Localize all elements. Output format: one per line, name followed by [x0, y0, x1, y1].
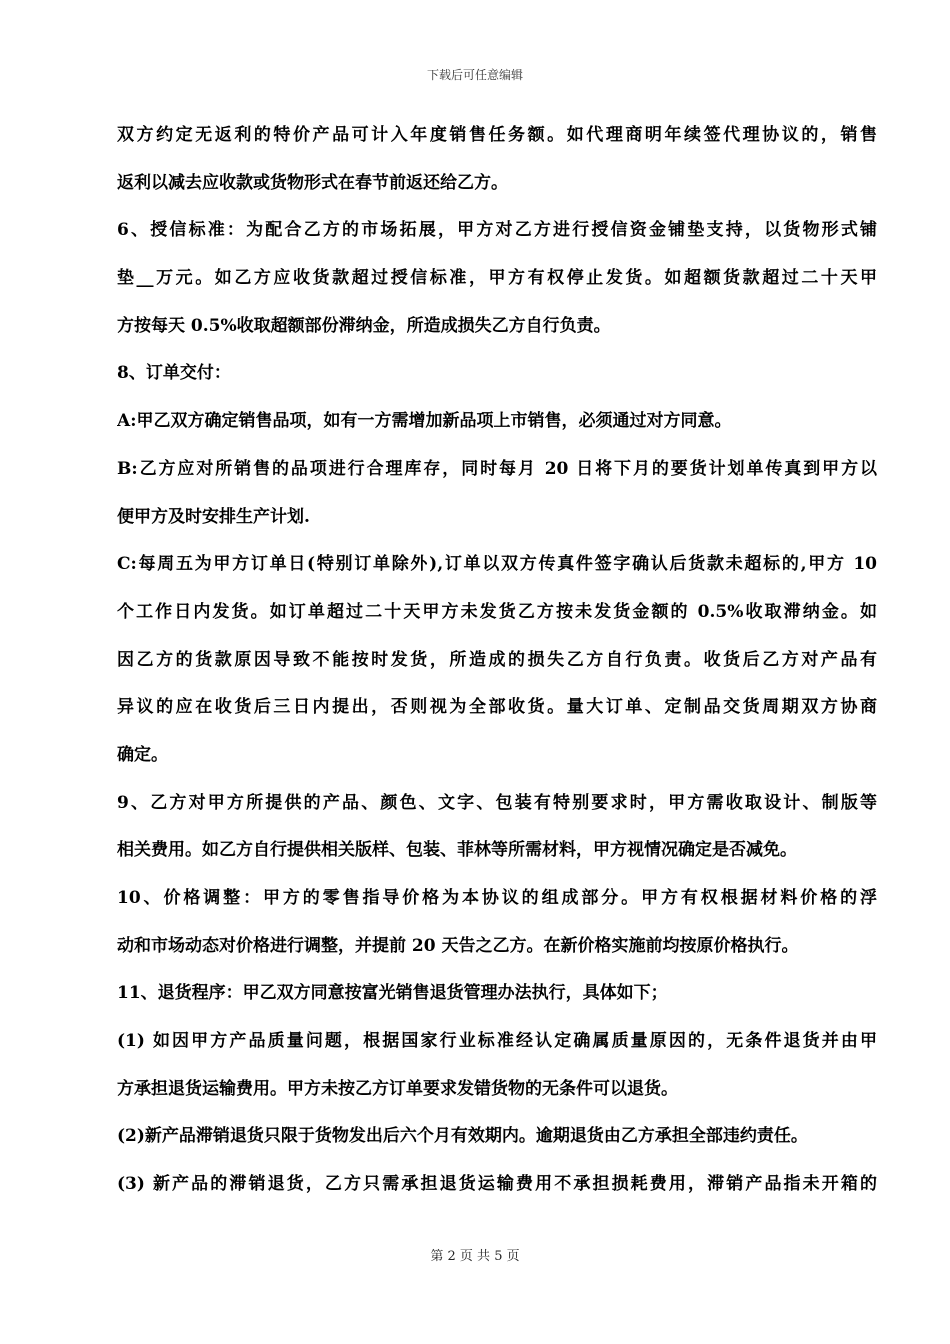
text-line: (1) 如因甲方产品质量问题，根据国家行业标准经认定确属质量原因的，无条件退货并由甲	[117, 1031, 877, 1052]
page-header: 下载后可任意编辑	[426, 68, 523, 82]
text-line: C:每周五为甲方订单日(特别订单除外),订单以双方传真件签字确认后货款未超标的,甲方 10	[117, 554, 877, 575]
text-line: 8、订单交付：	[117, 363, 231, 384]
text-line: 方承担退货运输费用。甲方未按乙方订单要求发错货物的无条件可以退货。	[117, 1078, 678, 1099]
text-line: 11、退货程序：甲乙双方同意按富光销售退货管理办法执行，具体如下；	[117, 983, 668, 1004]
text-line: 动和市场动态对价格进行调整，并提前 20 天告之乙方。在新价格实施前均按原价格执行。	[117, 935, 799, 956]
document-body	[117, 112, 877, 1209]
text-line: B:乙方应对所销售的品项进行合理库存，同时每月 20 日将下月的要货计划单传真到甲方以	[117, 458, 877, 479]
text-line: 垫__万元。如乙方应收货款超过授信标准，甲方有权停止发货。如超额货款超过二十天甲	[117, 268, 877, 289]
page-footer: 第 2 页 共 5 页	[430, 1249, 520, 1264]
text-line: 因乙方的货款原因导致不能按时发货，所造成的损失乙方自行负责。收货后乙方对产品有	[117, 649, 877, 670]
text-line: 6、授信标准：为配合乙方的市场拓展，甲方对乙方进行授信资金铺垫支持，以货物形式铺	[117, 220, 877, 241]
text-line: 相关费用。如乙方自行提供相关版样、包装、菲林等所需材料，甲方视情况确定是否减免。	[117, 840, 797, 861]
text-line: (2)新产品滞销退货只限于货物发出后六个月有效期内。逾期退货由乙方承担全部违约责任。	[117, 1126, 808, 1147]
text-line: 9、乙方对甲方所提供的产品、颜色、文字、包装有特别要求时，甲方需收取设计、制版等	[117, 792, 877, 813]
text-line: 方按每天 0.5%收取超额部份滞纳金，所造成损失乙方自行负责。	[117, 315, 611, 336]
text-line: (3) 新产品的滞销退货，乙方只需承担退货运输费用不承担损耗费用，滞销产品指未开箱的	[117, 1174, 877, 1195]
text-line: 异议的应在收货后三日内提出，否则视为全部收货。量大订单、定制品交货周期双方协商	[117, 697, 877, 718]
text-line: 确定。	[117, 744, 168, 765]
text-line: 10、价格调整：甲方的零售指导价格为本协议的组成部分。甲方有权根据材料价格的浮	[117, 888, 877, 908]
text-line: 双方约定无返利的特价产品可计入年度销售任务额。如代理商明年续签代理协议的，销售	[117, 125, 877, 145]
text-line: 便甲方及时安排生产计划.	[117, 506, 310, 527]
text-line: 个工作日内发货。如订单超过二十天甲方未发货乙方按未发货金额的 0.5%收取滞纳金。如	[117, 601, 877, 622]
text-line: 返利以减去应收款或货物形式在春节前返还给乙方。	[117, 172, 508, 193]
text-line: A:甲乙双方确定销售品项，如有一方需增加新品项上市销售，必须通过对方同意。	[117, 411, 732, 432]
